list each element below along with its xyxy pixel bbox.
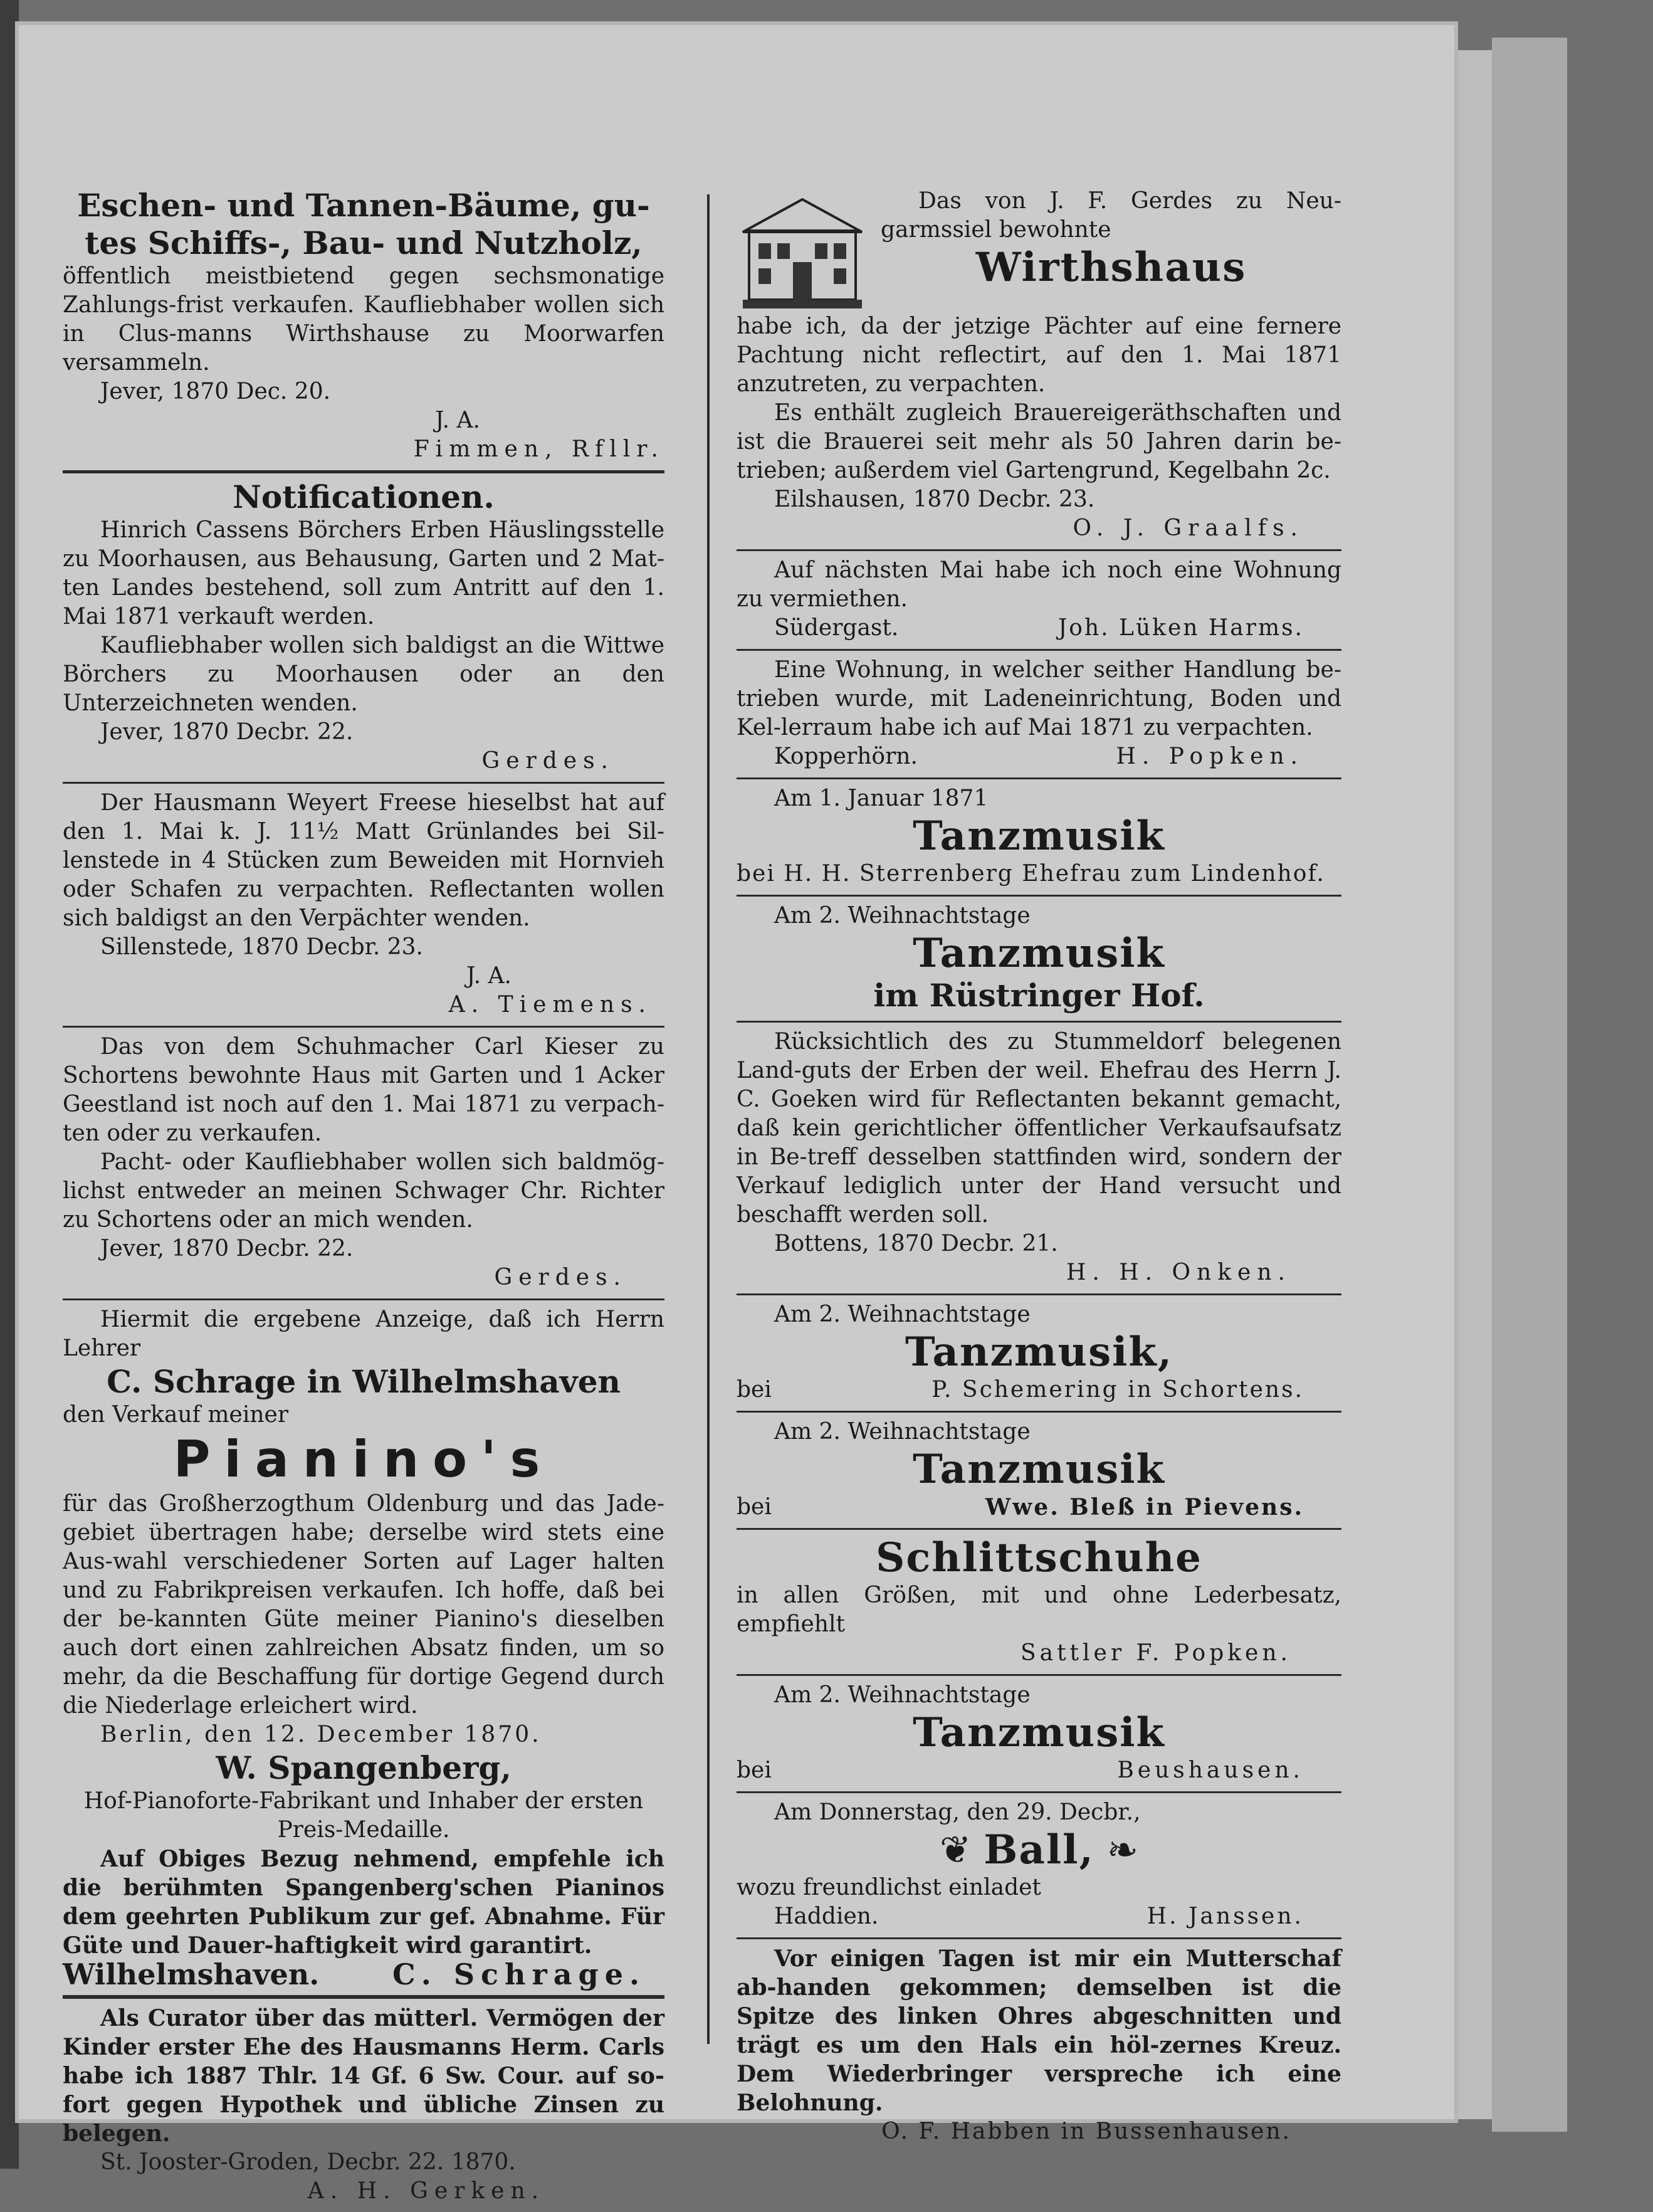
dance-ad-1: [737, 779, 1341, 897]
pianino-ad: [63, 1300, 664, 1997]
skates-sig: Sattler F. Popken.: [1020, 1640, 1291, 1666]
pasture-sig1: J. A.: [466, 963, 512, 989]
inn-body: habe ich, da der jetzige Pächter auf eine fernere Pachtung nicht reflectirt, auf den 1. Mai 1871 anzutreten, zu verpachten.: [737, 313, 1341, 397]
dance3-date: Am 2. Weihnachtstage: [774, 1302, 1031, 1327]
shop-place: Kopperhörn.: [774, 744, 918, 769]
dance2-line: im Rüstringer Hof.: [873, 977, 1205, 1014]
pasture-lease-ad: [63, 784, 664, 1028]
page-stack-edge: [1492, 38, 1567, 2132]
dance5-line: Beushausen.: [1117, 1757, 1304, 1783]
notifications-date: Jever, 1870 Decbr. 22.: [100, 719, 354, 745]
apartment-place: Südergast.: [774, 615, 899, 641]
dance-ad-4: [737, 1413, 1341, 1530]
skates-title: Schlittschuhe: [876, 1534, 1202, 1581]
timber-sig1: J. A.: [435, 408, 480, 433]
dance4-line: Wwe. Bleß in Pievens.: [985, 1494, 1304, 1520]
dance-ad-2: [737, 897, 1341, 1023]
house-sale-sig: Gerdes.: [494, 1265, 627, 1290]
inn-lease-ad: [737, 182, 1341, 551]
apartment-body: Auf nächsten Mai habe ich noch eine Wohnung zu vermiethen.: [737, 557, 1341, 612]
pianino-place: Wilhelmshaven.: [63, 1957, 320, 1991]
timber-date: Jever, 1870 Dec. 20.: [100, 379, 331, 404]
right-column: [737, 182, 1341, 2152]
sheep-sig: O. F. Habben in Bussenhausen.: [881, 2119, 1291, 2144]
notifications-sig: Gerdes.: [481, 748, 614, 774]
pianino-date: Berlin, den 12. December 1870.: [100, 1722, 542, 1747]
estate-date: Bottens, 1870 Decbr. 21.: [774, 1231, 1058, 1256]
ball-signoff: [737, 1902, 1341, 1931]
apartment-ad: [737, 551, 1341, 651]
house-sale-p1: Das von dem Schuhmacher Carl Kieser zu Schortens bewohnte Haus mit Garten und 1 Acker Geestland ist noch auf den 1. Mai 1871 zu verpach-ten oder zu verkaufen.: [63, 1034, 664, 1146]
dance1-line: bei H. H. Sterrenberg Ehefrau zum Lindenhof.: [737, 861, 1325, 887]
dance3-line: P. Schemering in Schortens.: [931, 1377, 1304, 1403]
dance4-row: [737, 1493, 1341, 1522]
timber-body: öffentlich meistbietend gegen sechsmonatige Zahlungs-frist verkaufen. Kaufliebhaber wollen sich in Clus-manns Wirthshause zu Moorwarfen versammeln.: [63, 263, 664, 376]
pianino-line: den Verkauf meiner: [63, 1402, 289, 1428]
timber-sig2: Fimmen, Rfllr.: [413, 436, 664, 462]
notifications-title: Notificationen.: [233, 478, 495, 515]
skates-ad: [737, 1530, 1341, 1676]
column-divider: [707, 194, 710, 2044]
estate-notice-ad: [737, 1023, 1341, 1295]
inn-body2: Es enthält zugleich Brauereigeräthschaften und ist die Brauerei seit mehr als 50 Jahren darin be-trieben; außerdem viel Gartengrund, Kegelbahn 2c.: [737, 400, 1341, 483]
ball-title-row: [737, 1827, 1341, 1873]
pasture-body: Der Hausmann Weyert Freese hieselbst hat auf den 1. Mai k. J. 11½ Matt Grünlandes bei Sil-lenstede in 4 Stücken zum Beweiden mit Hornvieh oder Schafen zu verpachten. Reflectanten wollen sich baldigst an den Verpächter wenden.: [63, 790, 664, 931]
shop-body: Eine Wohnung, in welcher seither Handlung be-trieben wurde, mit Ladeneinrichtung, Boden und Kel-lerraum habe ich auf Mai 1871 zu verpachten.: [737, 657, 1341, 740]
timber-headline-2: tes Schiffs-, Bau- und Nutzholz,: [85, 224, 643, 261]
page-edge: [1454, 50, 1492, 2119]
house-sale-ad: [63, 1028, 664, 1300]
ball-ad: [737, 1793, 1341, 1939]
dance1-date: Am 1. Januar 1871: [774, 786, 989, 811]
left-column: [63, 182, 664, 2212]
ball-line: wozu freundlichst einladet: [737, 1875, 1041, 1900]
dance5-bei: bei: [737, 1757, 772, 1783]
dance-ad-3: [737, 1295, 1341, 1413]
dance1-title: Tanzmusik: [913, 813, 1165, 860]
notifications-p1: Hinrich Cassens Börchers Erben Häuslingsstelle zu Moorhausen, aus Behausung, Garten und 2 Mat-ten Landes bestehend, soll zum Antritt auf den 1. Mai 1871 verkauft werden.: [63, 517, 664, 629]
lost-sheep-ad: [737, 1939, 1341, 2152]
notifications-ad: [63, 473, 664, 784]
apartment-signoff: [737, 614, 1341, 643]
dance5-row: [737, 1756, 1341, 1785]
pianino-intro: Hiermit die ergebene Anzeige, daß ich Herrn Lehrer: [63, 1307, 664, 1361]
pasture-date: Sillenstede, 1870 Decbr. 23.: [100, 934, 424, 960]
inn-illustration-icon: [737, 193, 868, 312]
pianino-signer: W. Spangenberg,: [216, 1749, 512, 1786]
flourish-right-icon: ❧: [1106, 1828, 1139, 1872]
house-sale-p2: Pacht- oder Kaufliebhaber wollen sich baldmög-lichst entweder an meinen Schwager Chr. Richter zu Schortens oder an mich wenden.: [63, 1149, 664, 1233]
dance3-bei: bei: [737, 1377, 772, 1403]
dance4-bei: bei: [737, 1494, 772, 1520]
shop-sig: H. Popken.: [1116, 744, 1304, 769]
ball-place: Haddien.: [774, 1904, 879, 1929]
timber-sale-ad: [63, 182, 664, 473]
skates-body: in allen Größen, mit und ohne Lederbesatz, empfiehlt: [737, 1583, 1341, 1637]
shop-signoff: [737, 742, 1341, 771]
dance5-title: Tanzmusik: [913, 1709, 1165, 1756]
inn-date: Eilshausen, 1870 Decbr. 23.: [774, 487, 1095, 512]
sheep-body: Vor einigen Tagen ist mir ein Mutterschaf ab-handen gekommen; demselben ist die Spitze des linken Ohres abgeschnitten und trägt es um den Hals ein höl-zernes Kreuz. Dem Wiederbringer verspreche ich eine Belohnung.: [737, 1946, 1341, 2116]
ball-sig: H. Janssen.: [1147, 1904, 1304, 1929]
pianino-title2: Preis-Medaille.: [277, 1817, 450, 1843]
dance4-title: Tanzmusik: [913, 1446, 1165, 1493]
pianino-dealer: C. Schrage in Wilhelmshaven: [107, 1363, 621, 1400]
pianino-body2: Auf Obiges Bezug nehmend, empfehle ich die berühmten Spangenberg'schen Pianinos dem geehrten Publikum zur gef. Abnahme. Für Güte und Dauer-haftigkeit wird garantirt.: [63, 1846, 664, 1959]
apartment-sig: Joh. Lüken Harms.: [1057, 615, 1304, 641]
pianino-body: für das Großherzogthum Oldenburg und das Jade-gebiet übertragen habe; derselbe wird stets eine Aus-wahl verschiedener Sorten auf Lager halten und zu Fabrikpreisen verkaufen. Ich hoffe, daß bei der be-kannten Güte meiner Pianino's dieselben auch dort einen zahlreichen Absatz finden, um so mehr, da die Beschaffung für dortige Gegend durch die Niederlage erleichert wird.: [63, 1491, 664, 1719]
pianino-title1: Hof-Pianoforte-Fabrikant und Inhaber der ersten: [83, 1788, 644, 1814]
flourish-left-icon: ❦: [939, 1828, 972, 1872]
inn-intro: Das von J. F. Gerdes zu Neu-garmssiel bewohnte: [881, 188, 1341, 243]
pianino-sig: C. Schrage.: [392, 1957, 646, 1991]
dance3-row: [737, 1376, 1341, 1404]
estate-body: Rücksichtlich des zu Stummeldorf belegenen Land-guts der Erben der weil. Ehefrau des Herrn J. C. Goeken wird für Reflectanten bekannt gemacht, daß kein gerichtlicher öffentlicher Verkaufsaufsatz in Be-treff desselben stattfinden wird, sondern der Verkauf lediglich unter der Hand versucht und beschafft werden soll.: [737, 1029, 1341, 1228]
curator-ad: [63, 1997, 664, 2212]
binding-strip: [0, 0, 19, 2169]
dance2-date: Am 2. Weihnachtstage: [774, 903, 1031, 929]
curator-body: Als Curator über das mütterl. Vermögen der Kinder erster Ehe des Hausmanns Herm. Carls habe ich 1887 Thlr. 14 Gf. 6 Sw. Cour. auf so-fort gegen Hypothek und übliche Zinsen zu belegen.: [63, 2005, 664, 2147]
notifications-p2: Kaufliebhaber wollen sich baldigst an die Wittwe Börchers zu Moorhausen oder an den Unterzeichneten wenden.: [63, 633, 664, 716]
shop-lease-ad: [737, 651, 1341, 779]
inn-sig: O. J. Graalfs.: [1073, 515, 1304, 541]
pianino-product: Pianino's: [173, 1430, 554, 1488]
ball-date: Am Donnerstag, den 29. Decbr.,: [774, 1799, 1141, 1825]
pasture-sig2: A. Tiemens.: [448, 992, 652, 1018]
dance4-date: Am 2. Weihnachtstage: [774, 1419, 1031, 1445]
ball-title: Ball,: [984, 1826, 1094, 1873]
dance5-date: Am 2. Weihnachtstage: [774, 1682, 1031, 1708]
inn-title: Wirthshaus: [975, 244, 1247, 291]
curator-date: St. Jooster-Groden, Decbr. 22. 1870.: [100, 2149, 516, 2175]
pianino-signoff: [63, 1957, 664, 1991]
timber-headline: Eschen- und Tannen-Bäume, gu-: [77, 187, 650, 224]
dance3-title: Tanzmusik,: [905, 1329, 1173, 1376]
curator-sig: A. H. Gerken.: [307, 2178, 545, 2204]
dance2-title: Tanzmusik: [913, 930, 1165, 977]
estate-sig: H. H. Onken.: [1066, 1260, 1291, 1285]
dance-ad-5: [737, 1676, 1341, 1793]
house-sale-date: Jever, 1870 Decbr. 22.: [100, 1236, 354, 1261]
